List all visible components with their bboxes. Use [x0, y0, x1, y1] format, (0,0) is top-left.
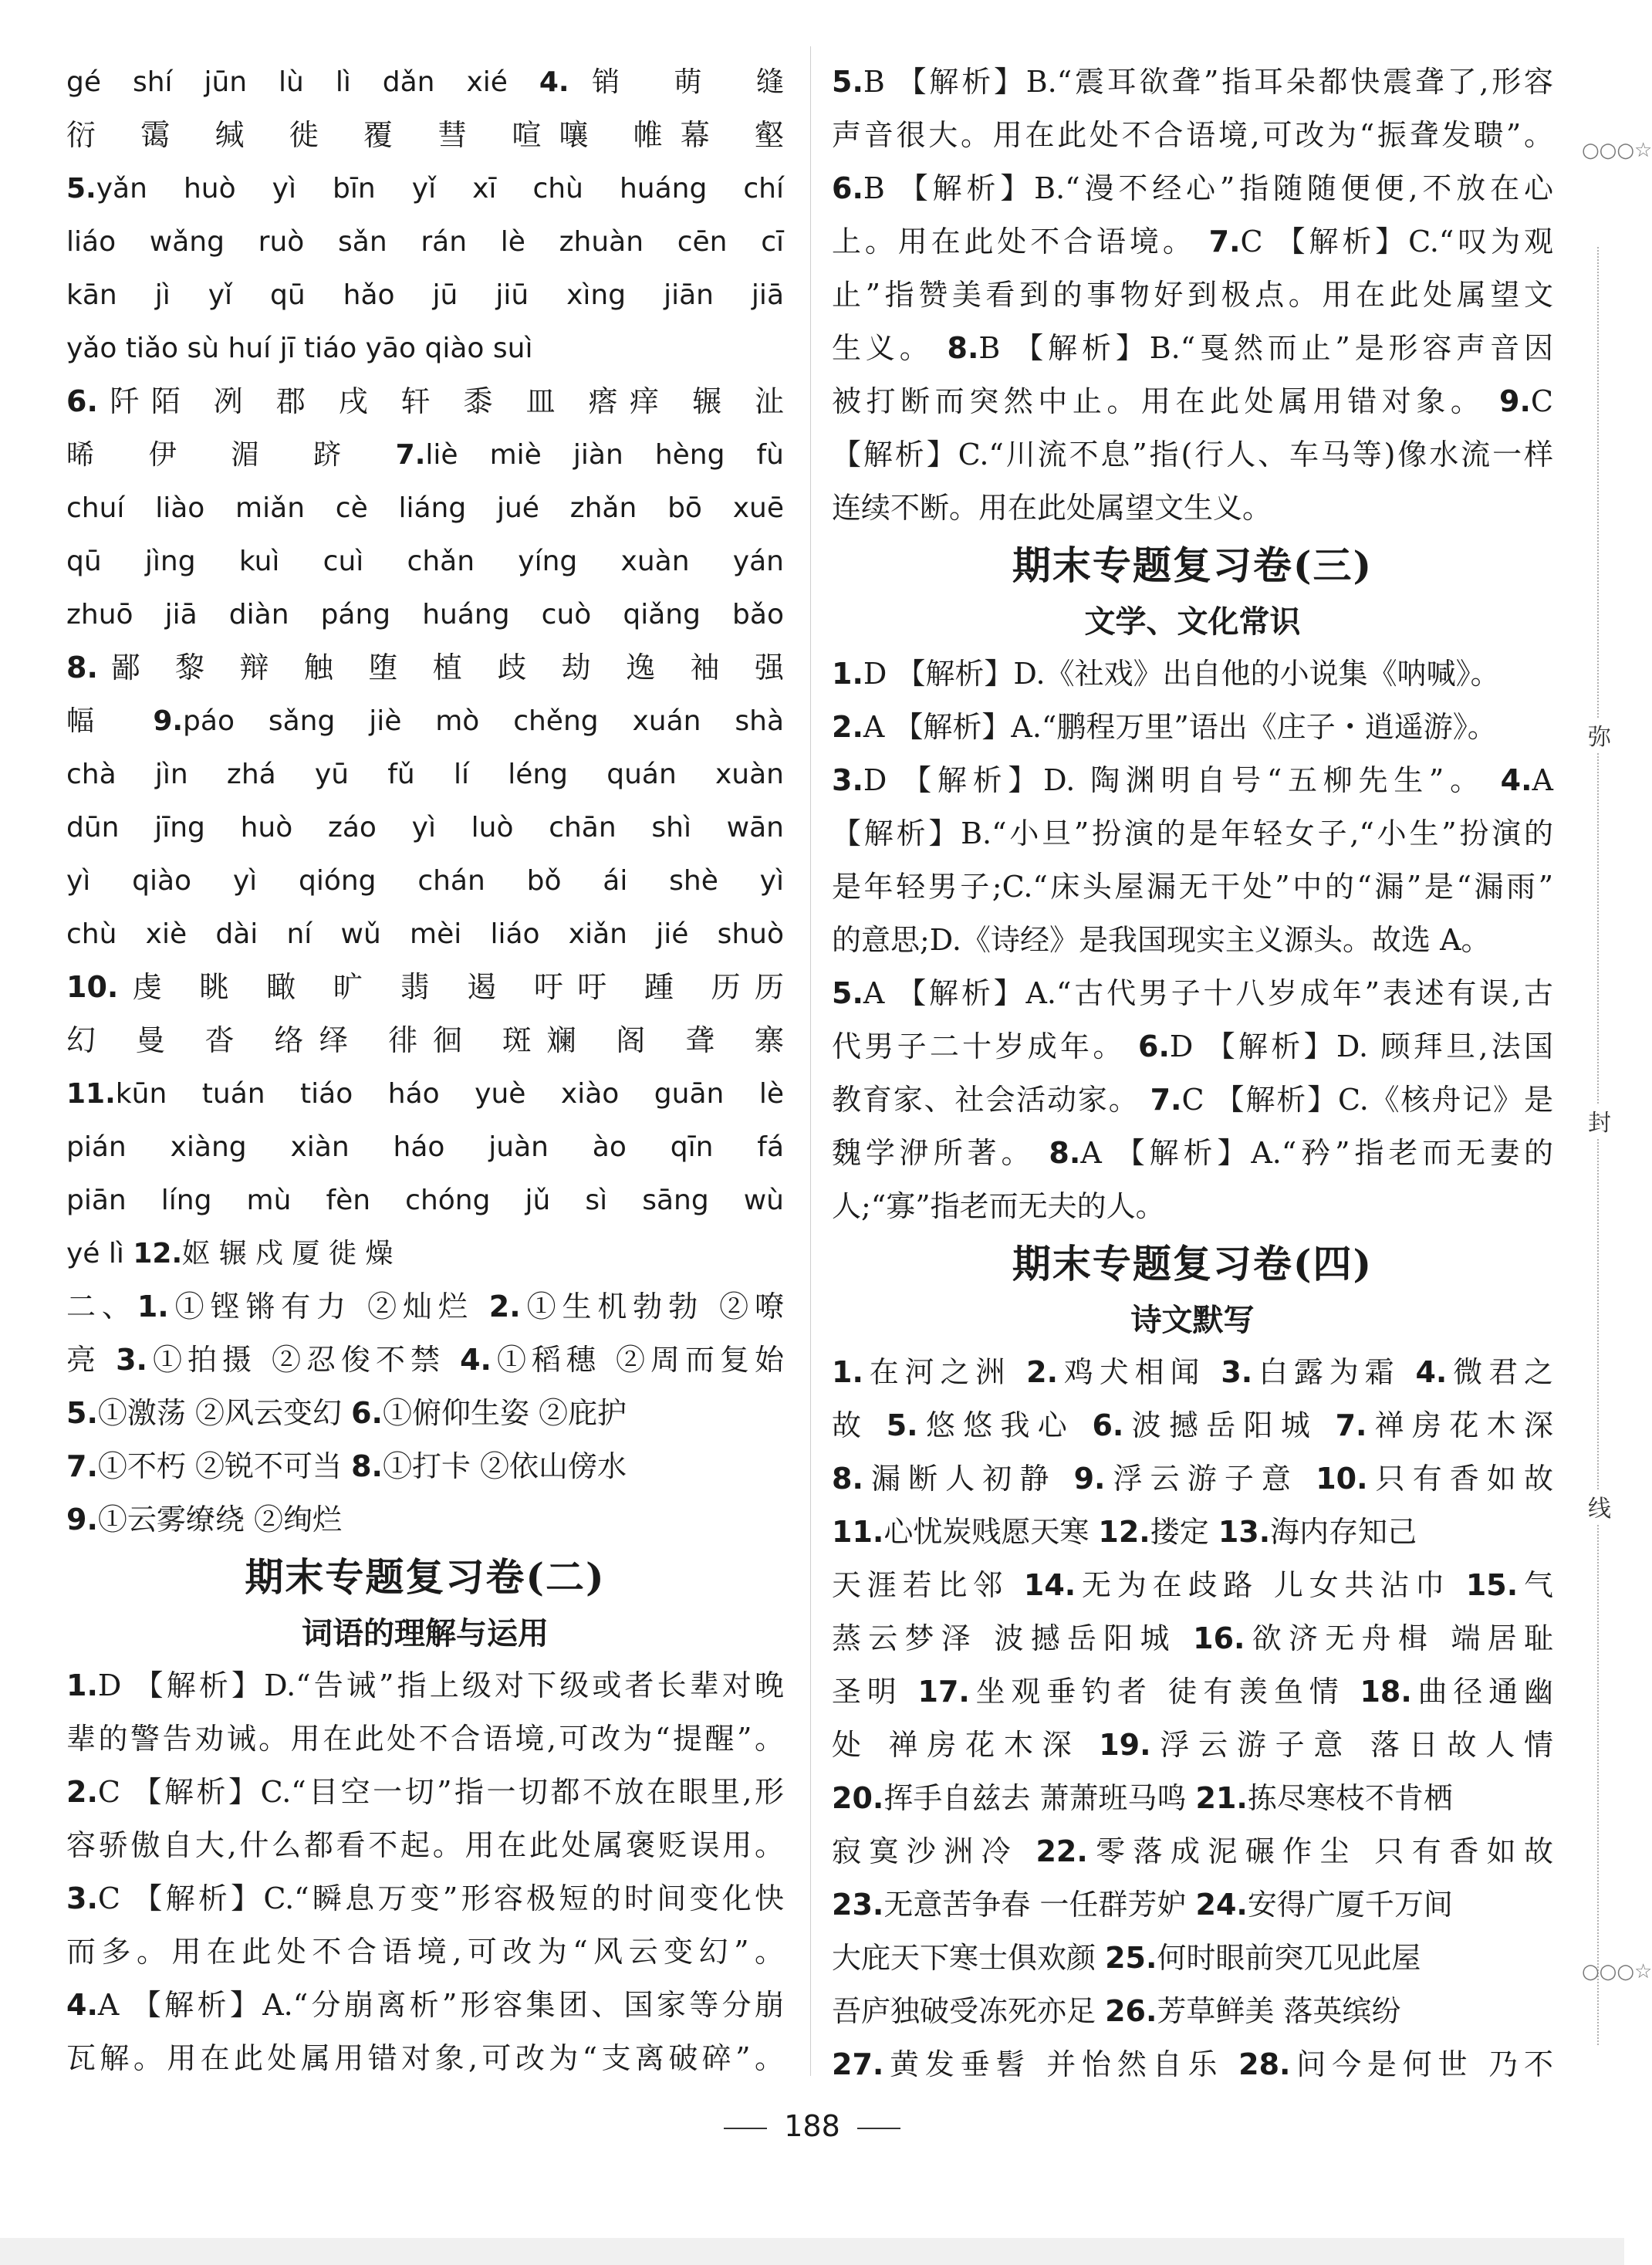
answer-line-text: 7.①不朽 ②锐不可当 8.①打卡 ②依山傍水	[66, 1449, 627, 1483]
answer-line	[832, 1612, 1553, 1665]
answer-line	[832, 1878, 1553, 1932]
answer-line-text: 被打断而突然中止。用在此处属用错对象。 9.C	[832, 384, 1553, 418]
answer-line-text: 4.A 【解析】A.“分崩离析”形容集团、国家等分崩	[66, 1988, 784, 2022]
answer-line-text: 声音很大。用在此处不合语境,可改为“振聋发聩”。	[832, 118, 1553, 152]
answer-line-text: 止”指赞美看到的事物好到极点。用在此处属望文	[832, 278, 1553, 312]
answer-line	[66, 1280, 784, 1334]
answer-line	[66, 1387, 784, 1440]
answer-line	[66, 1712, 784, 1766]
answer-line	[832, 1506, 1553, 1559]
answer-line-text: 的意思;D.《诗经》是我国现实主义源头。故选 A。	[832, 923, 1491, 957]
answer-line	[832, 2038, 1553, 2091]
answer-line-text: 大庇天下寒士俱欢颜 25.何时眼前突兀见此屋	[832, 1941, 1421, 1975]
answer-line	[66, 322, 784, 375]
answer-line	[832, 1127, 1553, 1180]
answer-line	[66, 375, 784, 428]
answer-line-text: 衍 霭 缄 徙 覆 彗 喧嚷 帷幕 壑	[66, 118, 784, 152]
binding-circles-bottom: ○○○☆	[1582, 1960, 1652, 1983]
binding-mark-xian: 线	[1580, 1489, 1619, 1523]
answer-line-text: 辈的警告劝诫。用在此处不合语境,可改为“提醒”。	[66, 1722, 784, 1756]
footer-dash-left	[724, 2128, 767, 2129]
answer-line-text: 是年轻男子;C.“床头屋漏无干处”中的“漏”是“漏雨”	[832, 870, 1553, 904]
answer-line	[832, 269, 1553, 322]
answer-line	[832, 1559, 1553, 1612]
answer-line-text: chù xiè dài ní wǔ mèi liáo xiǎn jié shuò	[66, 918, 784, 950]
answer-line	[66, 162, 784, 215]
answer-line-text: 瓦解。用在此处属用错对象,可改为“支离破碎”。	[66, 2041, 784, 2075]
section-subtitle-4: 诗文默写	[1130, 1302, 1255, 1338]
answer-line	[832, 1665, 1553, 1719]
section-subtitle-2: 词语的理解与运用	[302, 1615, 549, 1651]
answer-line	[832, 1985, 1553, 2038]
answer-line-text: 生义。 8.B 【解析】B.“戛然而止”是形容声音因	[832, 331, 1553, 365]
answer-line-text: 9.①云雾缭绕 ②绚烂	[66, 1503, 342, 1536]
answer-line-text: 人;“寡”指老而无夫的人。	[832, 1189, 1165, 1223]
answer-line	[832, 428, 1553, 482]
answer-line	[66, 801, 784, 854]
answer-line-text: 【解析】B.“小旦”扮演的是年轻女子,“小生”扮演的	[832, 816, 1553, 850]
answer-line	[66, 1659, 784, 1712]
answer-line-text: 8.漏断人初静 9.浮云游子意 10.只有香如故	[832, 1462, 1553, 1496]
answer-line-text: yé lì 12.妪 辗 戍 厦 徙 燥	[66, 1238, 394, 1269]
answer-line-text: 连续不断。用在此处属望文生义。	[832, 491, 1272, 525]
answer-line-text: chà jìn zhá yū fǔ lí léng quán xuàn	[66, 759, 784, 790]
answer-line	[66, 1121, 784, 1174]
answer-line-text: 吾庐独破受冻死亦足 26.芳草鲜美 落英缤纷	[832, 1994, 1401, 2028]
answer-line-text: 而多。用在此处不合语境,可改为“风云变幻”。	[66, 1935, 784, 1969]
page-bottom-edge	[0, 2238, 1624, 2265]
answer-line	[832, 1719, 1553, 1772]
column-divider	[810, 46, 811, 2076]
section-subtitle-3: 文学、文化常识	[1084, 603, 1301, 640]
answer-line-text: piān líng mù fèn chóng jǔ sì sāng wù	[66, 1185, 784, 1216]
binding-mark-feng: 封	[1580, 1104, 1619, 1138]
answer-line	[832, 701, 1553, 754]
answer-line	[832, 56, 1553, 109]
answer-line-text: 【解析】C.“川流不息”指(行人、车马等)像水流一样	[832, 438, 1553, 472]
answer-line	[832, 482, 1553, 535]
answer-line	[832, 1772, 1553, 1825]
answer-line	[832, 322, 1553, 375]
binding-circles-top: ○○○☆	[1582, 139, 1652, 162]
answer-line-text: 11.kūn tuán tiáo háo yuè xiào guān lè	[66, 1078, 784, 1110]
answer-line-text: 幻 曼 沓 络绎 徘徊 斑斓 阁 聋 寨	[66, 1023, 784, 1057]
answer-line-text: 二、1.①铿锵有力 ②灿烂 2.①生机勃勃 ②嘹	[66, 1290, 784, 1324]
answer-line-text: 23.无意苦争春 一任群芳妒 24.安得广厦千万间	[832, 1888, 1453, 1922]
answer-line-text: kān jì yǐ qū hǎo jū jiū xìng jiān jiā	[66, 279, 784, 311]
answer-line-text: pián xiàng xiàn háo juàn ào qīn fá	[66, 1131, 784, 1163]
answer-line	[832, 754, 1553, 807]
answer-line	[66, 109, 784, 162]
answer-line-text: 5.B 【解析】B.“震耳欲聋”指耳朵都快震聋了,形容	[832, 65, 1553, 99]
answer-line	[832, 807, 1553, 860]
section-title-2: 期末专题复习卷(二)	[245, 1554, 606, 1600]
answer-line-text: 1.在河之洲 2.鸡犬相闻 3.白露为霜 4.微君之	[832, 1355, 1553, 1389]
answer-line	[832, 375, 1553, 428]
answer-line-text: 教育家、社会活动家。 7.C 【解析】C.《核舟记》是	[832, 1083, 1553, 1117]
answer-line-text: yì qiào yì qióng chán bǒ ái shè yì	[66, 865, 784, 897]
answer-line-text: 27.黄发垂髫 并怡然自乐 28.问今是何世 乃不	[832, 2047, 1553, 2081]
answer-line-text: 5.yǎn huò yì bīn yǐ xī chù huáng chí	[66, 173, 784, 205]
answer-line	[66, 56, 784, 109]
page-footer	[0, 2107, 1624, 2145]
answer-line-text: liáo wǎng ruò sǎn rán lè zhuàn cēn cī	[66, 226, 784, 258]
answer-line-text: gé shí jūn lù lì dǎn xié 4.销 萌 缝	[66, 66, 785, 98]
answer-line	[66, 961, 784, 1014]
right-column	[832, 56, 1553, 2091]
answer-line	[66, 1174, 784, 1227]
answer-line-text: 晞 伊 湄 跻 7.liè miè jiàn hèng fù	[66, 439, 784, 471]
answer-line	[832, 109, 1553, 162]
answer-line	[66, 535, 784, 588]
answer-line	[66, 1766, 784, 1819]
answer-line	[66, 269, 784, 322]
answer-line	[832, 1020, 1553, 1073]
answer-line	[66, 1819, 784, 1872]
answer-line-text: 故 5.悠悠我心 6.波撼岳阳城 7.禅房花木深	[832, 1408, 1553, 1442]
answer-line	[832, 215, 1553, 269]
answer-line-text: 20.挥手自兹去 萧萧班马鸣 21.拣尽寒枝不肯栖	[832, 1781, 1453, 1815]
answer-line	[66, 1440, 784, 1493]
answer-line-text: 11.心忧炭贱愿天寒 12.搂定 13.海内存知己	[832, 1515, 1417, 1549]
answer-line-text: 1.D 【解析】D.《社戏》出自他的小说集《呐喊》。	[832, 657, 1500, 691]
answer-line	[66, 588, 784, 641]
answer-line	[66, 1227, 784, 1280]
answer-line-text: 8.鄙 黎 辩 触 堕 植 歧 劫 逸 袖 强	[66, 651, 784, 685]
answer-line	[66, 908, 784, 961]
binding-margin	[1580, 131, 1619, 2122]
footer-dash-right	[857, 2128, 900, 2129]
answer-line-text: 3.D 【解析】D. 陶渊明自号“五柳先生”。 4.A	[832, 763, 1553, 797]
answer-line	[832, 967, 1553, 1020]
answer-line-text: 容骄傲自大,什么都看不起。用在此处属褒贬误用。	[66, 1828, 784, 1862]
answer-line-text: 圣明 17.坐观垂钓者 徒有羡鱼情 18.曲径通幽	[832, 1675, 1553, 1709]
page-number: 188	[784, 2109, 840, 2143]
answer-line	[66, 2032, 784, 2085]
answer-line	[66, 1979, 784, 2032]
answer-line-text: 幅 9.páo sǎng jiè mò chěng xuán shà	[66, 705, 784, 737]
answer-line-text: dūn jīng huò záo yì luò chān shì wān	[66, 812, 784, 843]
answer-line-text: yǎo tiǎo sù huí jī tiáo yāo qiào suì	[66, 333, 533, 364]
answer-line	[832, 162, 1553, 215]
answer-line-text: chuí liào miǎn cè liáng jué zhǎn bō xuē	[66, 492, 784, 524]
answer-line	[66, 748, 784, 801]
answer-line-text: 上。用在此处不合语境。 7.C 【解析】C.“叹为观	[832, 225, 1553, 259]
answer-line-text: 2.A 【解析】A.“鹏程万里”语出《庄子・逍遥游》。	[832, 710, 1497, 744]
answer-line	[832, 860, 1553, 914]
answer-line-text: 5.A 【解析】A.“古代男子十八岁成年”表述有误,古	[832, 976, 1553, 1010]
answer-line	[832, 1452, 1553, 1506]
answer-line	[66, 482, 784, 535]
answer-line-text: 6.阡陌 冽 郡 戌 轩 黍 皿 瘩痒 辗 沚	[66, 384, 784, 418]
answer-line-text: 亮 3.①拍摄 ②忍俊不禁 4.①稻穗 ②周而复始	[66, 1343, 784, 1377]
answer-line	[66, 1925, 784, 1979]
answer-line-text: 处 禅房花木深 19.浮云游子意 落日故人情	[832, 1728, 1553, 1762]
answer-line-text: 6.B 【解析】B.“漫不经心”指随随便便,不放在心	[832, 171, 1553, 205]
answer-line	[832, 1825, 1553, 1878]
answer-line-text: 1.D 【解析】D.“告诫”指上级对下级或者长辈对晚	[66, 1668, 784, 1702]
answer-line	[66, 1334, 784, 1387]
binding-mark-mi: 弥	[1580, 718, 1619, 752]
answer-line	[66, 1493, 784, 1547]
answer-line-text: 代男子二十岁成年。 6.D 【解析】D. 顾拜旦,法国	[832, 1029, 1553, 1063]
answer-line	[832, 1932, 1553, 1985]
answer-line	[832, 914, 1553, 967]
answer-line-text: 寂寞沙洲冷 22.零落成泥碾作尘 只有香如故	[832, 1834, 1553, 1868]
answer-line-text: 2.C 【解析】C.“目空一切”指一切都不放在眼里,形	[66, 1775, 784, 1809]
answer-line	[66, 428, 784, 482]
answer-line	[832, 1346, 1553, 1399]
answer-line-text: zhuō jiā diàn páng huáng cuò qiǎng bǎo	[66, 599, 784, 630]
answer-line	[66, 1014, 784, 1067]
answer-line-text: 天涯若比邻 14.无为在歧路 儿女共沾巾 15.气	[832, 1568, 1553, 1602]
answer-line	[66, 695, 784, 748]
answer-line-text: 魏学洢所著。 8.A 【解析】A.“矜”指老而无妻的	[832, 1136, 1553, 1170]
left-column	[66, 56, 784, 2085]
answer-line-text: qū jìng kuì cuì chǎn yíng xuàn yán	[66, 546, 784, 577]
binding-dotted-line	[1597, 247, 1599, 2045]
section-title-4: 期末专题复习卷(四)	[1012, 1241, 1373, 1286]
answer-line-text: 5.①激荡 ②风云变幻 6.①俯仰生姿 ②庇护	[66, 1396, 627, 1430]
answer-line	[832, 1180, 1553, 1233]
section-title-3: 期末专题复习卷(三)	[1012, 543, 1373, 588]
answer-line	[66, 1067, 784, 1121]
answer-line	[832, 1073, 1553, 1127]
answer-line	[832, 647, 1553, 701]
answer-line	[66, 641, 784, 695]
answer-line-text: 蒸云梦泽 波撼岳阳城 16.欲济无舟楫 端居耻	[832, 1621, 1553, 1655]
answer-line-text: 3.C 【解析】C.“瞬息万变”形容极短的时间变化快	[66, 1881, 784, 1915]
answer-line	[66, 1872, 784, 1925]
answer-line	[66, 854, 784, 908]
answer-line-text: 10.虔 眺 瞰 旷 翡 遏 吁吁 踵 历历	[66, 970, 784, 1004]
answer-line	[66, 215, 784, 269]
answer-line	[832, 1399, 1553, 1452]
